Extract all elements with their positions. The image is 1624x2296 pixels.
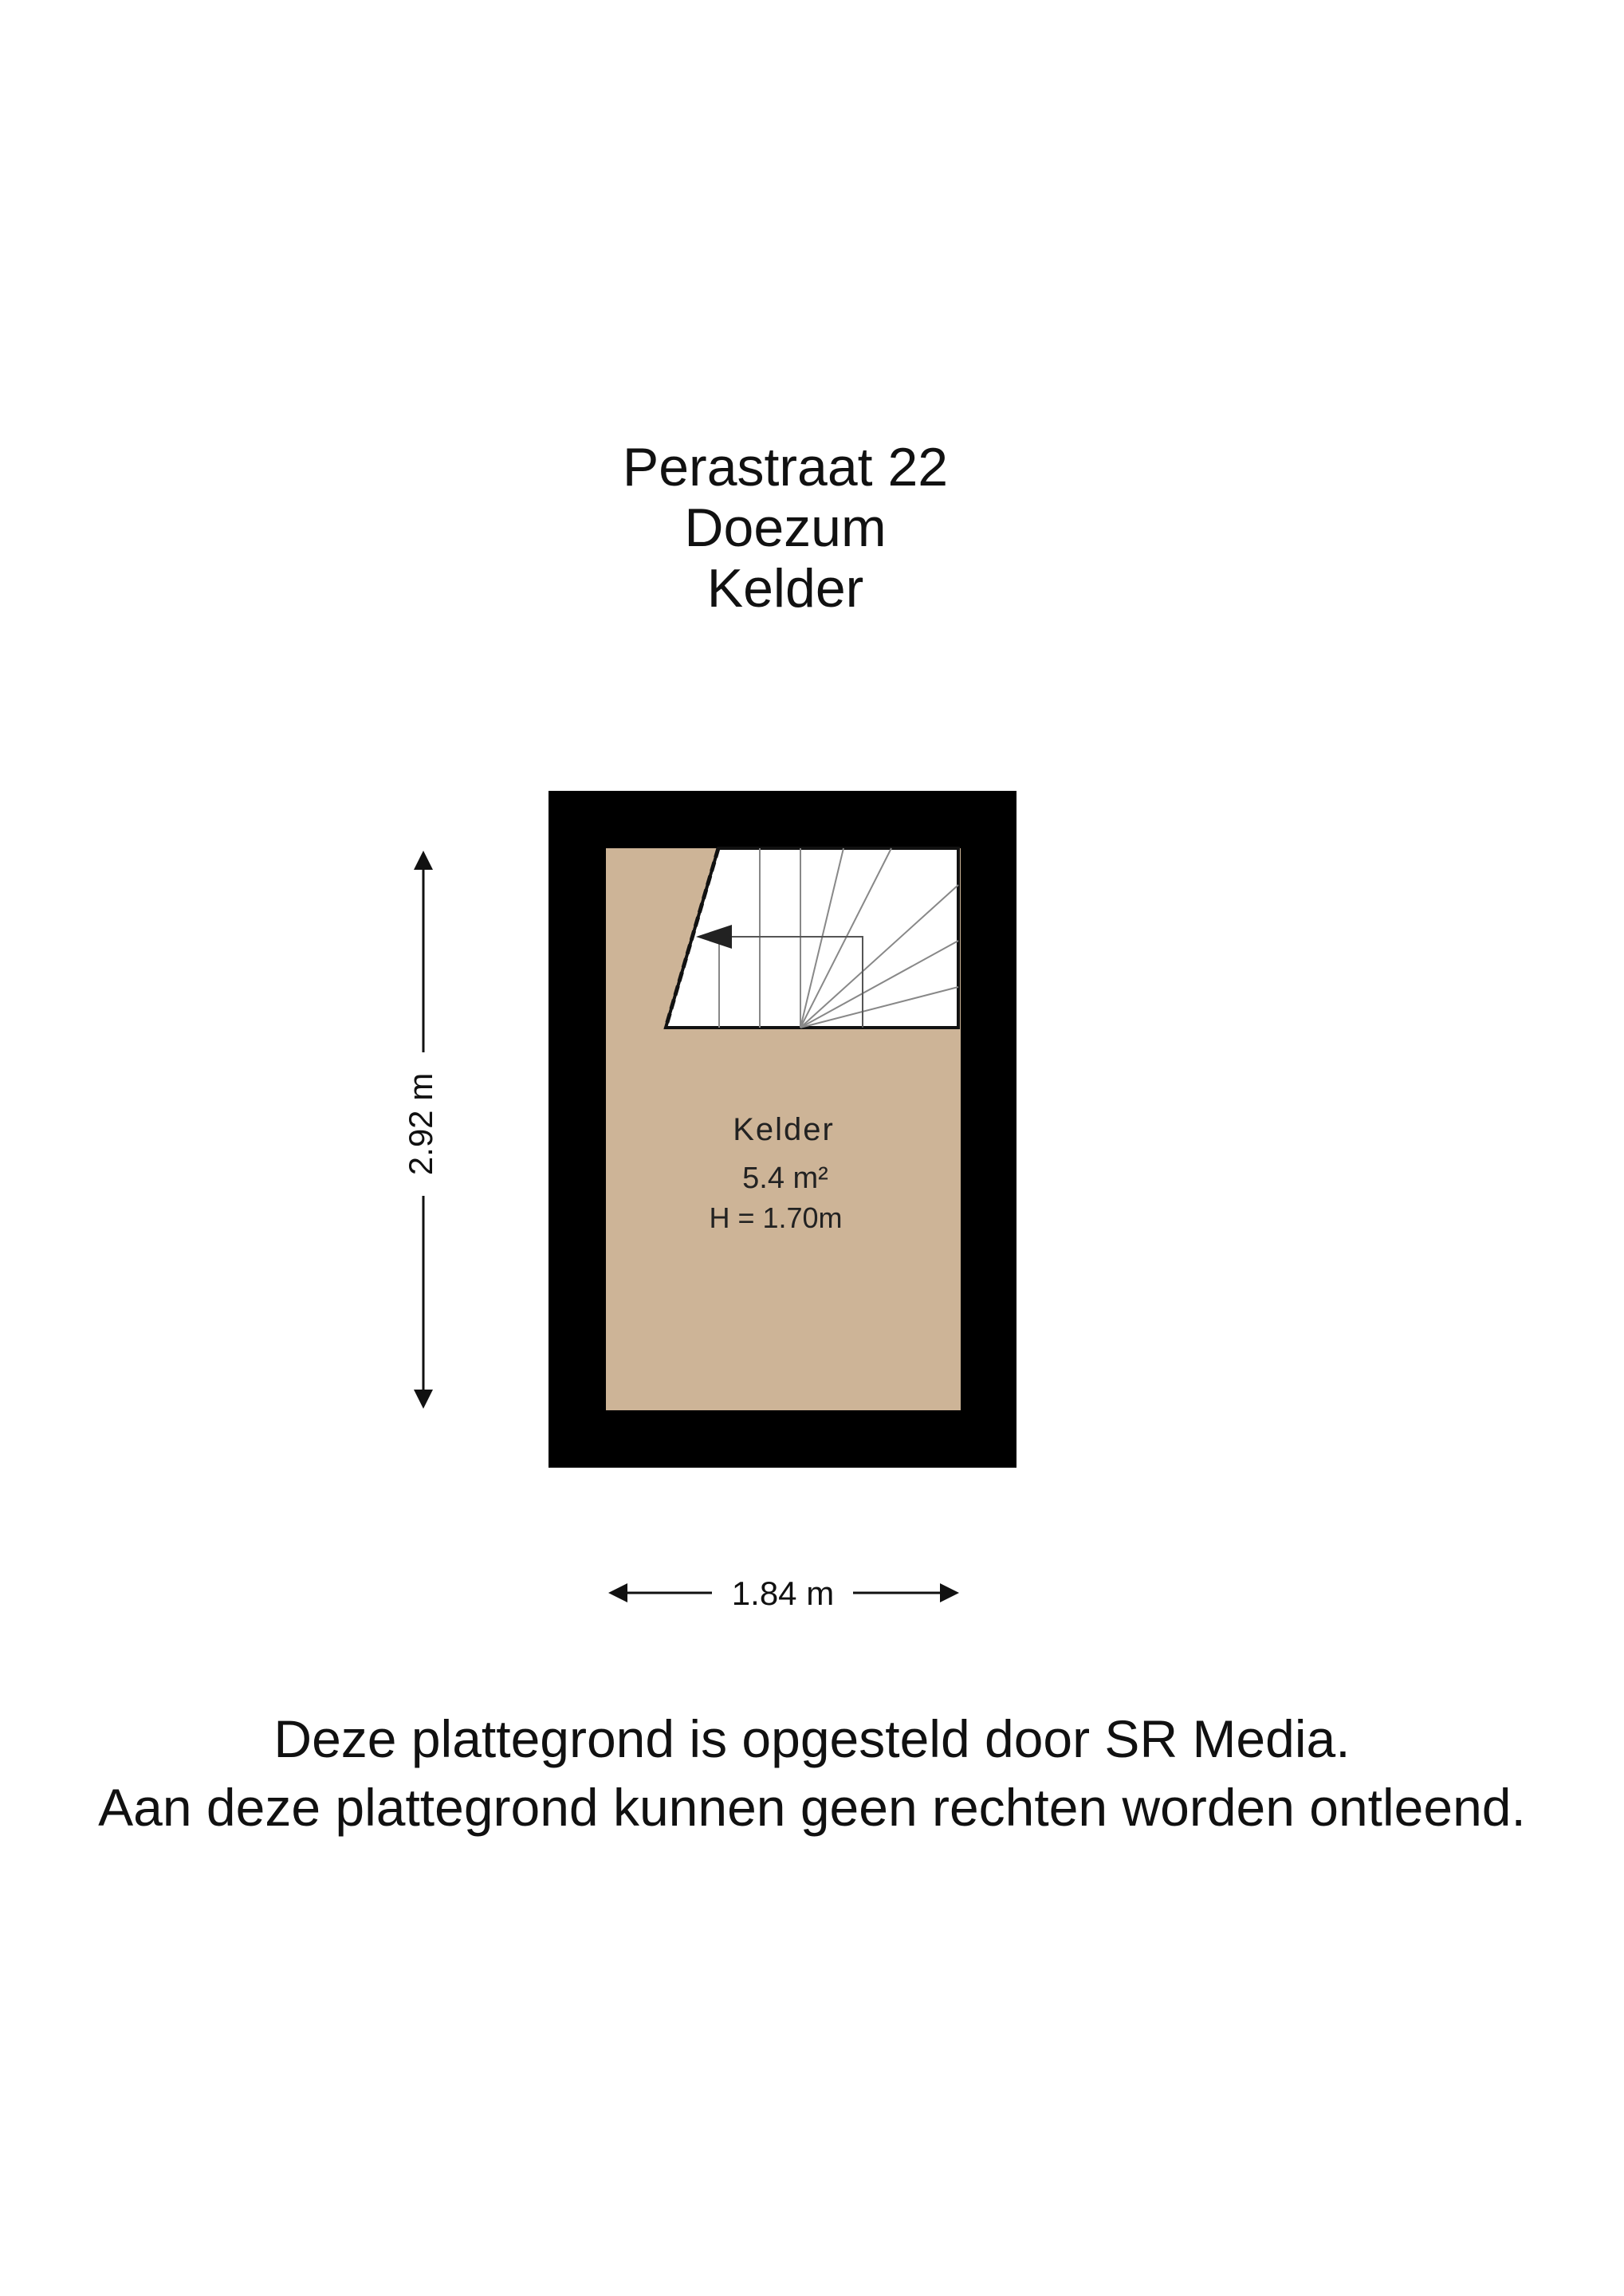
width-dimension-label: 1.84 m <box>731 1575 835 1612</box>
room-height-label: H = 1.70m <box>709 1201 843 1234</box>
floor-title: Kelder <box>706 558 864 619</box>
address-title: Perastraat 22 <box>622 437 949 497</box>
disclaimer <box>0 1704 1624 1842</box>
height-dimension-label: 2.92 m <box>402 1072 440 1176</box>
room-name-label: Kelder <box>733 1112 835 1147</box>
height-dimension <box>402 853 439 1406</box>
city-title: Doezum <box>684 497 887 558</box>
disclaimer-line-1: Deze plattegrond is opgesteld door SR Media. <box>273 1709 1351 1768</box>
disclaimer-line-2: Aan deze plattegrond kunnen geen rechten worden ontleend. <box>98 1778 1526 1837</box>
width-dimension <box>611 1575 957 1612</box>
staircase <box>666 848 958 1028</box>
room-area-label: 5.4 m² <box>742 1162 828 1195</box>
